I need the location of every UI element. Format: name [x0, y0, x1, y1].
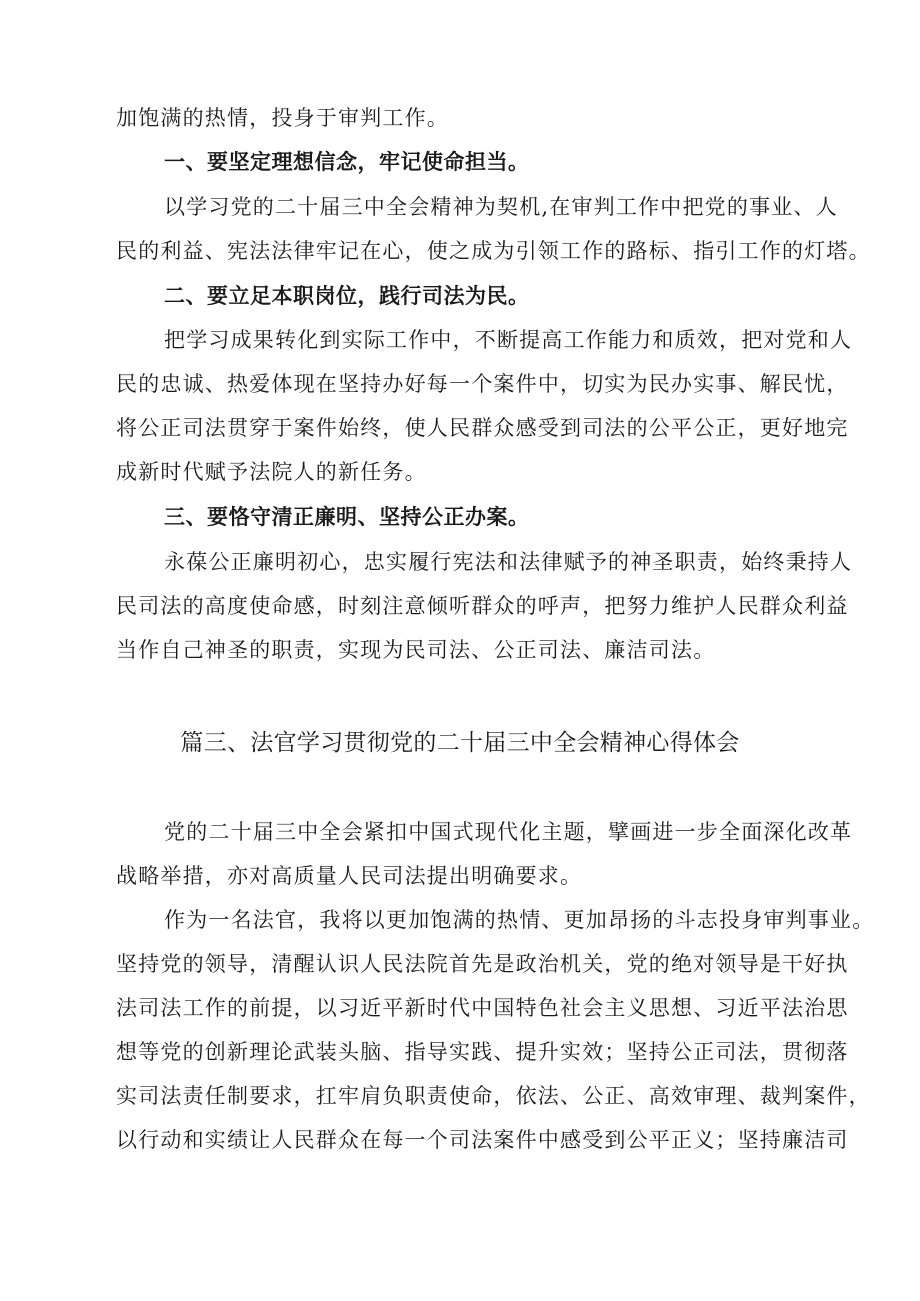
paragraph-line: 党的二十届三中全会紧扣中国式现代化主题，擘画进一步全面深化改革 [164, 820, 853, 844]
paragraph-line: 以行动和实绩让人民群众在每一个司法案件中感受到公平正义；坚持廉洁司 [116, 1128, 849, 1152]
paragraph-line: 加饱满的热情，投身于审判工作。 [116, 106, 449, 130]
paragraph-line: 法司法工作的前提，以习近平新时代中国特色社会主义思想、习近平法治思 [116, 996, 849, 1020]
paragraph-line: 民的忠诚、热爱体现在坚持办好每一个案件中，切实为民办实事、解民忧， [116, 372, 849, 396]
paragraph-line: 永葆公正廉明初心，忠实履行宪法和法律赋予的神圣职责，始终秉持人 [164, 550, 853, 574]
paragraph-line: 坚持党的领导，清醒认识人民法院首先是政治机关，党的绝对领导是干好执 [116, 952, 849, 976]
paragraph-line: 想等党的创新理论武装头脑、指导实践、提升实效；坚持公正司法，贯彻落 [116, 1040, 849, 1064]
paragraph-line: 民的利益、宪法法律牢记在心，使之成为引领工作的路标、指引工作的灯塔。 [116, 239, 871, 263]
section-heading-3: 三、要恪守清正廉明、坚持公正办案。 [164, 505, 530, 529]
paragraph-line: 民司法的高度使命感，时刻注意倾听群众的呼声，把努力维护人民群众利益 [116, 594, 849, 618]
paragraph-line: 成新时代赋予法院人的新任务。 [116, 460, 427, 484]
paragraph-line: 实司法责任制要求，扛牢肩负职责使命，依法、公正、高效审理、裁判案件， [116, 1084, 871, 1108]
section-heading-2: 二、要立足本职岗位，践行司法为民。 [164, 284, 530, 308]
paragraph-line: 作为一名法官，我将以更加饱满的热情、更加昂扬的斗志投身审判事业。 [164, 908, 875, 932]
paragraph-line: 以学习党的二十届三中全会精神为契机,在审判工作中把党的事业、人 [164, 195, 838, 219]
paragraph-line: 当作自己神圣的职责，实现为民司法、公正司法、廉洁司法。 [116, 638, 716, 662]
section-heading-1: 一、要坚定理想信念，牢记使命担当。 [164, 150, 530, 174]
paragraph-line: 战略举措，亦对高质量人民司法提出明确要求。 [116, 864, 583, 888]
paragraph-line: 把学习成果转化到实际工作中，不断提高工作能力和质效，把对党和人 [164, 328, 853, 352]
article-title: 篇三、法官学习贯彻党的二十届三中全会精神心得体会 [180, 730, 740, 756]
paragraph-line: 将公正司法贯穿于案件始终，使人民群众感受到司法的公平公正，更好地完 [116, 416, 849, 440]
